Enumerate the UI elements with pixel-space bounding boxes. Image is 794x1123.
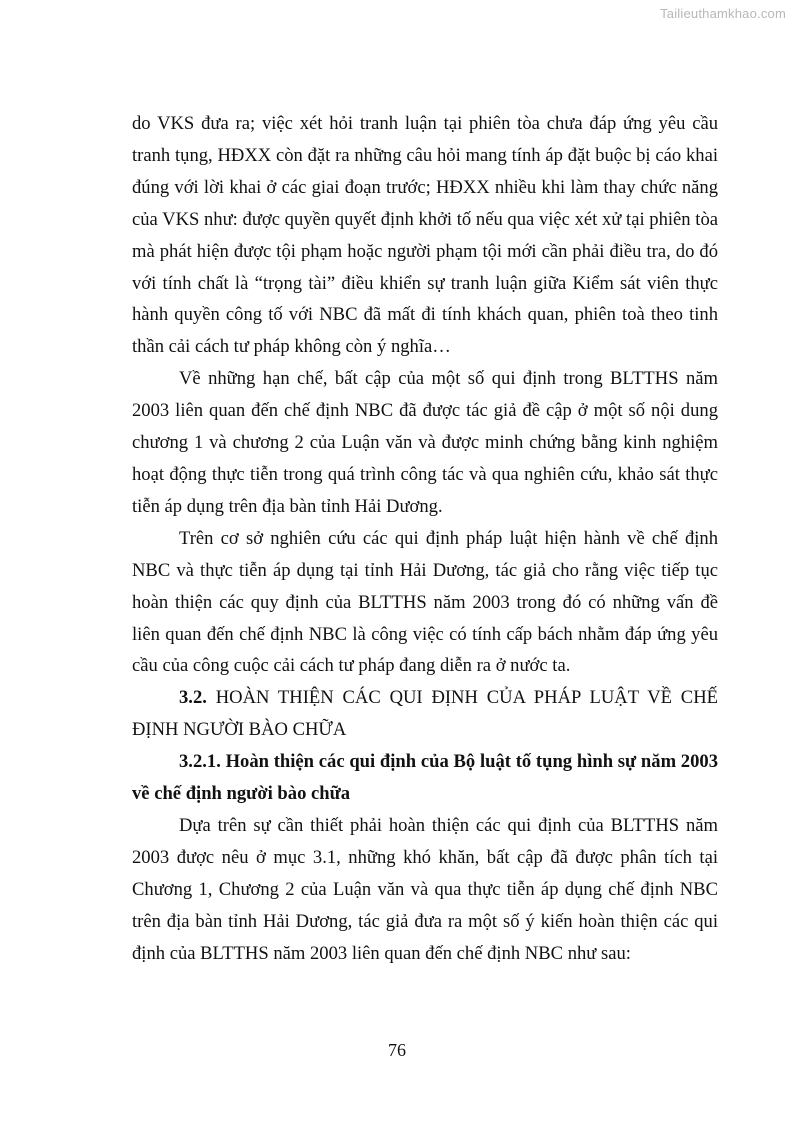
section-heading-title: HOÀN THIỆN CÁC QUI ĐỊNH CỦA PHÁP LUẬT VỀ CHẾ ĐỊNH NGƯỜI BÀO CHỮA	[132, 687, 718, 741]
section-heading	[132, 682, 718, 746]
page-number: 76	[388, 1040, 406, 1060]
paragraph-proposals-intro: Dựa trên sự cần thiết phải hoàn thiện các qui định của BLTTHS năm 2003 được nêu ở mục 3.1, những khó khăn, bất cập đã được phân tích tại Chương 1, Chương 2 của Luận văn và qua thực tiễn áp dụng chế định NBC trên địa bàn tỉnh Hải Dương, tác giả đưa ra một số ý kiến hoàn thiện các qui định của BLTTHS năm 2003 liên quan đến chế định NBC như sau:	[132, 814, 718, 964]
paragraph-limitations: Về những hạn chế, bất cập của một số qui định trong BLTTHS năm 2003 liên quan đến chế định NBC đã được tác giả đề cập ở một số nội dung chương 1 và chương 2 của Luận văn và được minh chứng bằng kinh nghiệm hoạt động thực tiễn trong quá trình công tác và qua nghiên cứu, khảo sát thực tiễn áp dụng trên địa bàn tỉnh Hải Dương.	[132, 368, 718, 517]
watermark-text: Tailieuthamkhao.com	[660, 6, 786, 21]
paragraph-research-basis: Trên cơ sở nghiên cứu các qui định pháp luật hiện hành về chế định NBC và thực tiễn áp dụng tại tỉnh Hải Dương, tác giả cho rằng việc tiếp tục hoàn thiện các quy định của BLTTHS năm 2003 trong đó có những vấn đề liên quan đến chế định NBC là công việc có tính cấp bách nhằm đáp ứng yêu cầu của công cuộc cải cách tư pháp đang diễn ra ở nước ta.	[132, 527, 718, 677]
subsection-heading: 3.2.1. Hoàn thiện các qui định của Bộ luật tố tụng hình sự năm 2003 về chế định người bào chữa	[132, 751, 718, 805]
document-body	[132, 108, 718, 969]
section-heading-number: 3.2.	[179, 687, 207, 709]
paragraph-continued: do VKS đưa ra; việc xét hỏi tranh luận tại phiên tòa chưa đáp ứng yêu cầu tranh tụng, HĐXX còn đặt ra những câu hỏi mang tính áp đặt buộc bị cáo khai đúng với lời khai ở các giai đoạn trước; HĐXX nhiều khi làm thay chức năng của VKS như: được quyền quyết định khởi tố nếu qua việc xét xử tại phiên tòa mà phát hiện được tội phạm hoặc người phạm tội mới cần phải điều tra, do đó với tính chất là “trọng tài” điều khiển sự tranh luận giữa Kiểm sát viên thực hành quyền công tố với NBC đã mất đi tính khách quan, phiên toà theo tinh thần cải cách tư pháp không còn ý nghĩa…	[132, 113, 718, 358]
